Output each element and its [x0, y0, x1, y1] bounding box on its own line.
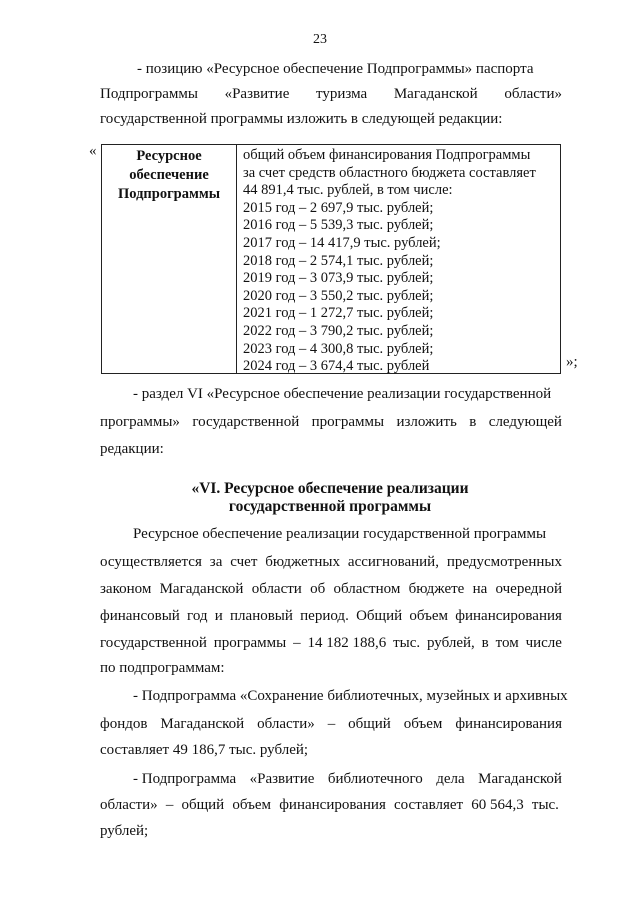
- word: программы: [311, 414, 385, 430]
- table-value-line: 2016 год – 5 539,3 тыс. рублей;: [243, 217, 434, 234]
- word: 60 564,3: [471, 797, 524, 813]
- table-value-line: 2019 год – 3 073,9 тыс. рублей;: [243, 270, 434, 287]
- word: библиотечного: [327, 771, 423, 787]
- word: об: [310, 581, 326, 597]
- word: программы»: [100, 414, 180, 430]
- word: период.: [300, 608, 349, 624]
- word: ассигнований,: [347, 554, 439, 570]
- word: объем: [403, 716, 443, 732]
- word: области»: [257, 716, 315, 732]
- table-value-line: 2015 год – 2 697,9 тыс. рублей;: [243, 199, 434, 216]
- section-item-line-3: редакции:: [100, 441, 164, 457]
- word: –: [165, 797, 174, 813]
- resource-table: [101, 144, 561, 374]
- word: общий: [181, 797, 225, 813]
- word: Магаданской: [160, 716, 245, 732]
- word: в: [481, 635, 489, 651]
- word: –: [327, 716, 336, 732]
- sub1-line-1: - Подпрограмма «Сохранение библиотечных, музейных и архивных: [133, 688, 568, 704]
- word: Подпрограммы: [100, 86, 198, 102]
- word: «Развитие: [224, 86, 290, 102]
- table-label-cell: [102, 145, 237, 373]
- word: финансовый: [100, 608, 180, 624]
- word: туризма: [316, 86, 368, 102]
- sub2-line-1: [133, 770, 562, 789]
- word: на: [472, 581, 488, 597]
- word: Общий: [356, 608, 403, 624]
- paragraph-line-1: Ресурсное обеспечение реализации государственной программы: [133, 526, 547, 542]
- word: и: [214, 608, 223, 624]
- word: плановый: [230, 608, 293, 624]
- word: финансирования: [279, 797, 386, 813]
- word: области»: [100, 797, 158, 813]
- sub2-line-3: рублей;: [100, 823, 149, 839]
- sub1-line-3: составляет 49 186,7 тыс. рублей;: [100, 742, 309, 758]
- table-label-line: Подпрограммы: [117, 186, 221, 202]
- word: Магаданской: [393, 86, 478, 102]
- table-value-line: за счет средств областного бюджета составляет: [243, 164, 536, 181]
- table-label-line: обеспечение: [129, 167, 209, 183]
- word: составляет: [394, 797, 464, 813]
- table-value-line: 2024 год – 3 674,4 тыс. рублей: [243, 358, 430, 375]
- word: счет: [230, 554, 258, 570]
- quote-close: »;: [566, 354, 578, 370]
- word: –: [293, 635, 301, 651]
- word: - Подпрограмма: [133, 771, 237, 787]
- table-value-line: 2017 год – 14 417,9 тыс. рублей;: [243, 234, 441, 251]
- word: области»: [504, 86, 562, 102]
- section-item-line-1: - раздел VI «Ресурсное обеспечение реализации государственной: [133, 386, 552, 402]
- table-value-line: 2020 год – 3 550,2 тыс. рублей;: [243, 287, 434, 304]
- word: очередной: [495, 581, 562, 597]
- word: финансирования: [455, 608, 562, 624]
- word: числе: [525, 635, 562, 651]
- table-label-line: Ресурсное: [136, 148, 202, 164]
- table-value-cell: [237, 145, 560, 373]
- word: общий: [348, 716, 391, 732]
- paragraph-line-5: [100, 634, 562, 653]
- intro-line-2: [100, 85, 562, 104]
- intro-line-3: государственной программы изложить в следующей редакции:: [100, 111, 503, 127]
- word: за: [209, 554, 223, 570]
- sub2-line-2: [100, 796, 559, 815]
- word: тыс.: [531, 797, 559, 813]
- word: бюджете: [408, 581, 465, 597]
- paragraph-line-3: [100, 580, 562, 599]
- page-number: 23: [313, 32, 327, 47]
- word: Магаданской: [478, 771, 562, 787]
- word: следующей: [488, 414, 562, 430]
- word: год: [187, 608, 208, 624]
- word: осуществляется: [100, 554, 202, 570]
- word: предусмотренных: [446, 554, 562, 570]
- word: законом: [100, 581, 152, 597]
- word: Магаданской: [159, 581, 244, 597]
- word: государственной: [192, 414, 300, 430]
- table-value-line: 44 891,4 тыс. рублей, в том числе:: [243, 182, 453, 199]
- section-heading-line-1: «VI. Ресурсное обеспечение реализации: [191, 480, 469, 497]
- word: объем: [409, 608, 449, 624]
- table-value-line: 2023 год – 4 300,8 тыс. рублей;: [243, 340, 434, 357]
- table-value-line: 2022 год – 3 790,2 тыс. рублей;: [243, 322, 434, 339]
- word: 14 182 188,6: [307, 635, 387, 651]
- word: фондов: [100, 716, 148, 732]
- word: «Развитие: [249, 771, 315, 787]
- section-heading-line-2: государственной программы: [228, 498, 432, 515]
- sub1-line-2: [100, 715, 562, 734]
- word: в: [469, 414, 477, 430]
- paragraph-line-4: [100, 607, 562, 626]
- paragraph-line-6: по подпрограммам:: [100, 660, 225, 676]
- paragraph-line-2: [100, 553, 562, 572]
- word: изложить: [396, 414, 457, 430]
- quote-open: «: [89, 143, 97, 159]
- table-value-line: 2021 год – 1 272,7 тыс. рублей;: [243, 305, 434, 322]
- section-item-line-2: [100, 413, 562, 432]
- word: областном: [333, 581, 401, 597]
- section-heading: [190, 480, 470, 516]
- word: области: [251, 581, 302, 597]
- intro-line-1: - позицию «Ресурсное обеспечение Подпрограммы» паспорта: [137, 61, 534, 77]
- word: программы: [213, 635, 287, 651]
- word: финансирования: [455, 716, 562, 732]
- table-value-line: общий объем финансирования Подпрограммы: [243, 147, 531, 163]
- word: тыс.: [393, 635, 421, 651]
- word: государственной: [100, 635, 207, 651]
- word: объем: [232, 797, 272, 813]
- word: бюджетных: [265, 554, 340, 570]
- word: дела: [436, 771, 465, 787]
- word: том: [495, 635, 519, 651]
- table-value-line: 2018 год – 2 574,1 тыс. рублей;: [243, 252, 434, 269]
- word: рублей,: [426, 635, 475, 651]
